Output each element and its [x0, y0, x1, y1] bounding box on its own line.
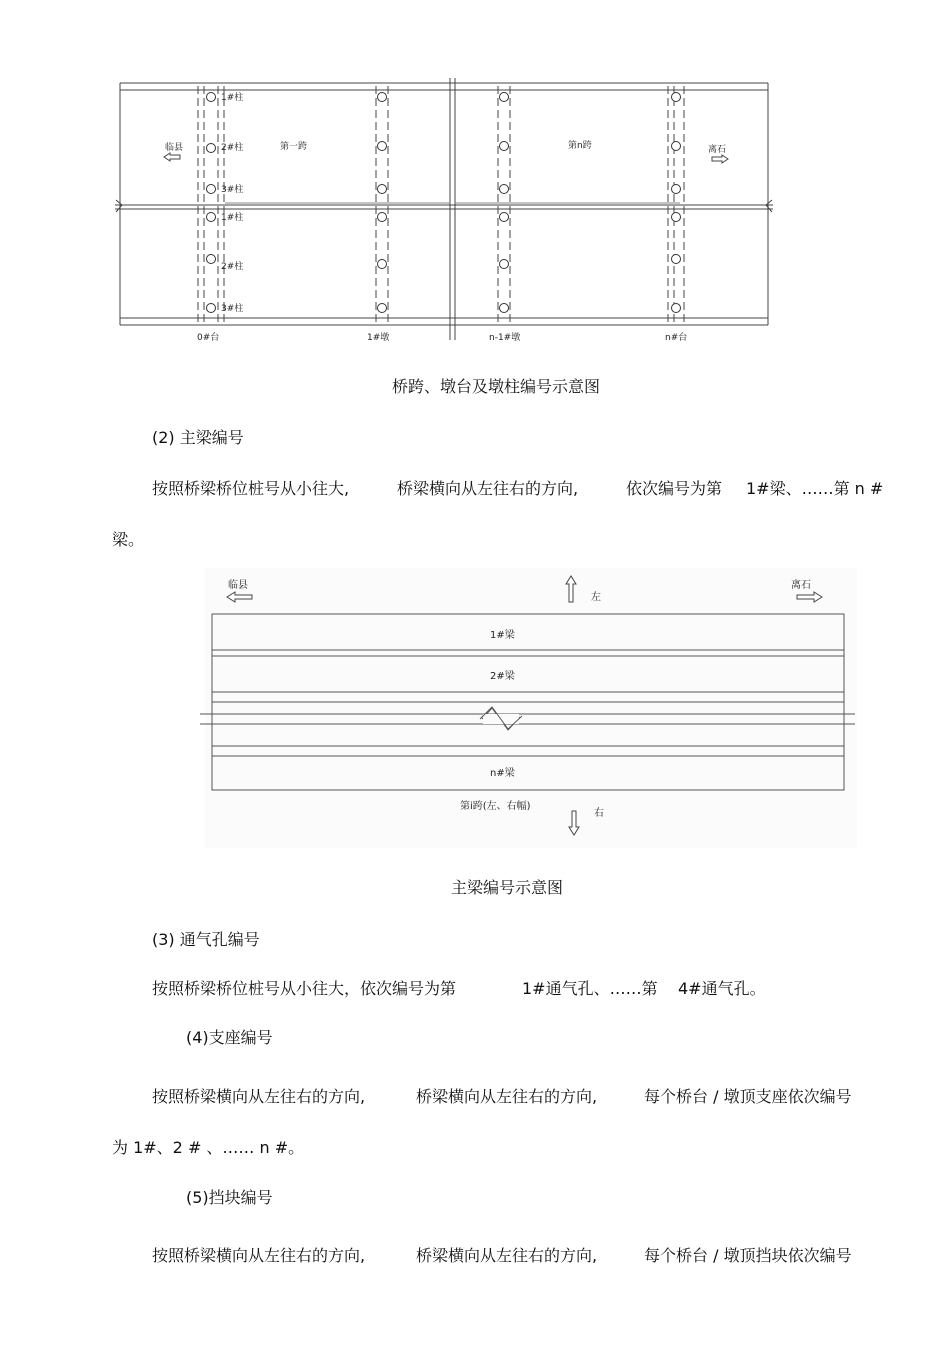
- right-city-label: 离石: [791, 580, 811, 591]
- section2-paragraph-line1: [0, 476, 950, 500]
- left-city-label: 临县: [228, 580, 248, 591]
- text-segment: 1#梁、……第 n #: [746, 479, 884, 498]
- section4-paragraph-line1: [0, 1084, 950, 1108]
- figure2-caption: 主梁编号示意图: [451, 878, 564, 897]
- figure1-caption: 桥跨、墩台及墩柱编号示意图: [392, 377, 601, 396]
- pier-label: 0#台: [197, 333, 220, 343]
- text-segment: 按照桥梁横向从左往右的方向,: [152, 1087, 366, 1106]
- pier-label: n#台: [665, 333, 688, 343]
- text-segment: 桥梁横向从左往右的方向,: [416, 1087, 598, 1106]
- text-segment: 桥梁横向从左往右的方向,: [397, 479, 579, 498]
- right-arrow-icon: [712, 155, 728, 163]
- text-segment: 4#通气孔。: [678, 979, 766, 998]
- col-label: 2#柱: [221, 143, 244, 153]
- section4-paragraph-line2: 为 1#、2 # 、…… n #。: [112, 1138, 305, 1157]
- col-label: 1#柱: [221, 213, 244, 223]
- section4-heading: (4)支座编号: [186, 1028, 273, 1047]
- beam-label: 2#梁: [490, 671, 515, 682]
- main-beam-numbering-diagram: [195, 565, 865, 855]
- span-label: 第i跨(左、右幅): [460, 801, 531, 812]
- span-n-label: 第n跨: [568, 141, 592, 151]
- text-segment: 依次编号为第: [626, 479, 723, 498]
- text-segment: 桥梁横向从左往右的方向,: [416, 1246, 598, 1265]
- span-first-label: 第一跨: [280, 142, 308, 152]
- section3-paragraph: [0, 976, 950, 1000]
- section2-heading: (2) 主梁编号: [152, 428, 244, 447]
- beam-label: n#梁: [490, 768, 515, 779]
- section2-paragraph-line2: 梁。: [112, 530, 145, 549]
- up-direction-label: 左: [591, 592, 601, 603]
- col-label: 3#柱: [221, 304, 244, 314]
- text-segment: 按照桥梁横向从左往右的方向,: [152, 1246, 366, 1265]
- section5-heading: (5)挡块编号: [186, 1188, 273, 1207]
- col-label: 3#柱: [221, 185, 244, 195]
- col-label: 1#柱: [221, 93, 244, 103]
- text-segment: 每个桥台 / 墩顶支座依次编号: [644, 1087, 852, 1106]
- text-segment: 按照桥梁桥位桩号从小往大,: [152, 479, 350, 498]
- section5-paragraph-line1: [0, 1243, 950, 1267]
- text-segment: 每个桥台 / 墩顶挡块依次编号: [644, 1246, 852, 1265]
- bridge-span-pier-diagram: [110, 75, 780, 350]
- text-segment: 1#通气孔、……第: [522, 979, 658, 998]
- beam-label: 1#梁: [490, 630, 515, 641]
- left-city-label: 临县: [165, 143, 184, 153]
- right-city-label: 离石: [708, 145, 727, 155]
- pier-label: n-1#墩: [489, 333, 521, 343]
- down-direction-label: 右: [594, 808, 604, 819]
- left-arrow-icon: [164, 153, 180, 161]
- text-segment: 按照桥梁桥位桩号从小往大，依次编号为第: [152, 979, 457, 998]
- section3-heading: (3) 通气孔编号: [152, 930, 260, 949]
- pier-label: 1#墩: [367, 333, 390, 343]
- col-label: 2#柱: [221, 262, 244, 272]
